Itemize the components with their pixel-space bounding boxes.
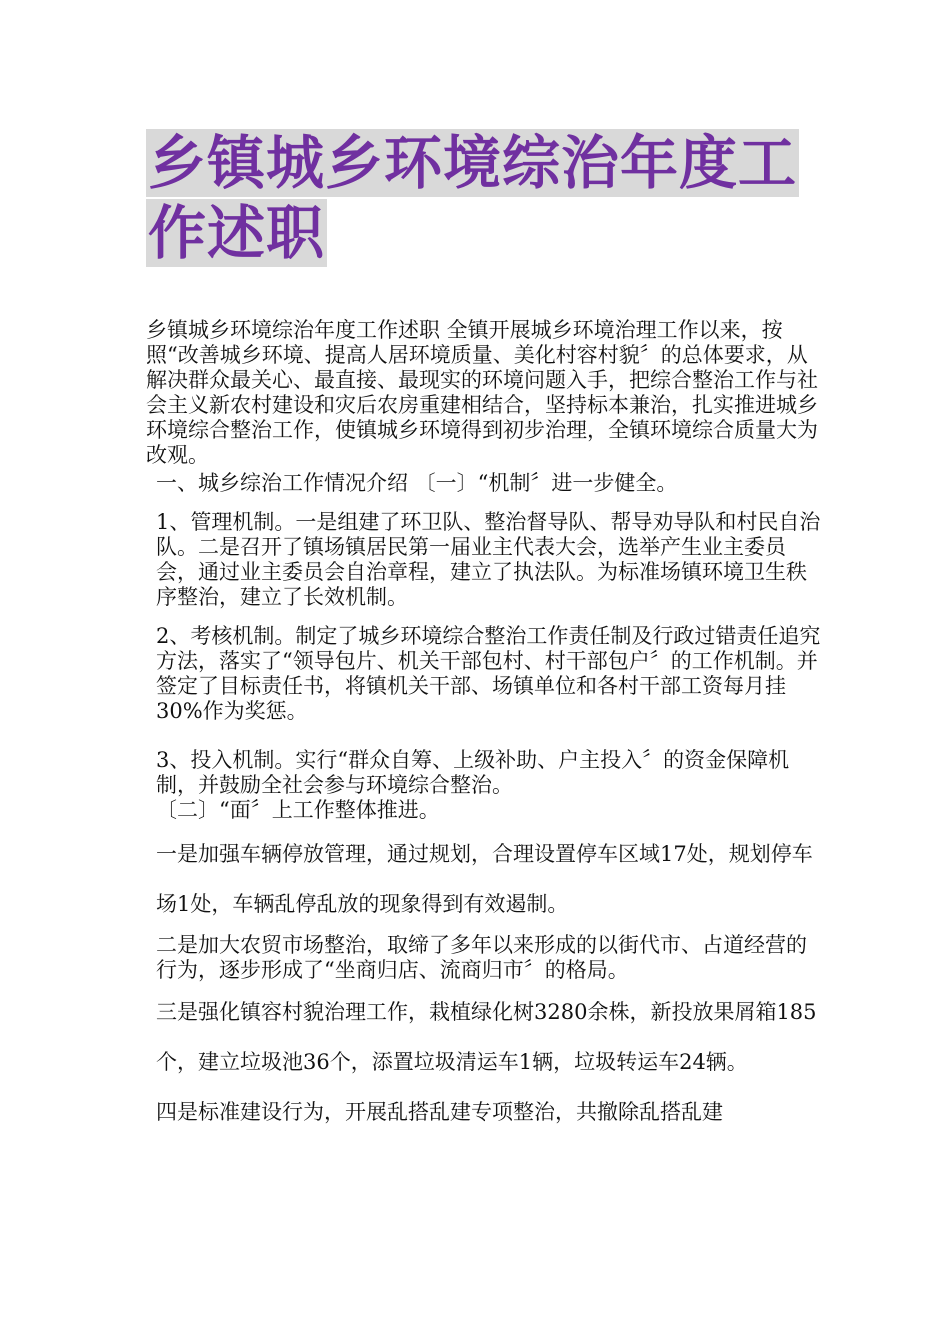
paragraph-market: 二是加大农贸市场整治，取缔了多年以来形成的以街代市、占道经营的行为，逐步形成了“坐商归店、流商归市〞的格局。 (156, 933, 807, 982)
paragraph-section-1: 一、城乡综治工作情况介绍 〔一〕“机制〞进一步健全。 (156, 471, 678, 495)
paragraph-management: 1、管理机制。一是组建了环卫队、整治督导队、帮导劝导队和村民自治队。二是召开了镇场镇居民第一届业主代表大会，选举产生业主委员会，通过业主委员会自治章程，建立了执法队。为标准场镇环境卫生秩序整治，建立了长效机制。 (156, 510, 821, 609)
paragraph-greening: 三是强化镇容村貌治理工作，栽植绿化树3280余株，新投放果屑箱185个，建立垃圾池36个，添置垃圾清运车1辆，垃圾转运车24辆。 (156, 1000, 817, 1074)
paragraph-investment: 3、投入机制。实行“群众自筹、上级补助、户主投入〞的资金保障机制，并鼓励全社会参与环境综合整治。 (156, 748, 790, 797)
document-title (146, 128, 816, 268)
title-highlight: 乡镇城乡环境综治年度工作述职 (148, 129, 798, 267)
paragraph-assessment: 2、考核机制。制定了城乡环境综合整治工作责任制及行政过错责任追究方法，落实了“领导包片、机关干部包村、村干部包户〞的工作机制。并签定了目标责任书，将镇机关干部、场镇单位和各村干部工资每月挂30%作为奖惩。 (156, 624, 821, 723)
paragraph-intro: 乡镇城乡环境综治年度工作述职 全镇开展城乡环境治理工作以来，按照“改善城乡环境、提高人居环境质量、美化村容村貌〞的总体要求，从解决群众最关心、最直接、最现实的环境问题入手，把综合整治工作与社会主义新农村建设和灾后农房重建相结合，坚持标本兼治，扎实推进城乡环境综合整治工作，使镇城乡环境得到初步治理，全镇环境综合质量大为改观。 (146, 318, 818, 467)
document-body (146, 318, 826, 1137)
paragraph-parking: 一是加强车辆停放管理，通过规划，合理设置停车区域17处，规划停车场1处，车辆乱停乱放的现象得到有效遏制。 (156, 842, 813, 916)
paragraph-construction: 四是标准建设行为，开展乱搭乱建专项整治，共撤除乱搭乱建 (156, 1100, 723, 1124)
paragraph-section-2: 〔二〕“面〞上工作整体推进。 (156, 798, 440, 822)
